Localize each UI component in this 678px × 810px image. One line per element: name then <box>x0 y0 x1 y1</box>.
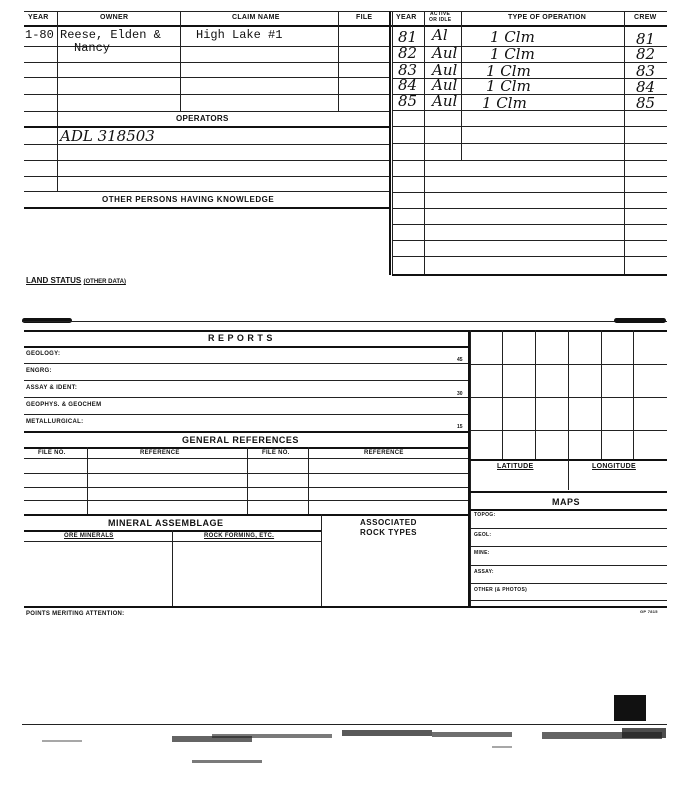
associated-rock-types-1: ASSOCIATED <box>360 518 417 527</box>
map-other: OTHER (& PHOTOS) <box>474 587 528 593</box>
scan-artifact-block <box>614 695 646 721</box>
activity-operation: 1 Clm <box>486 77 531 95</box>
activity-operation: 1 Clm <box>486 62 531 80</box>
activity-year: 82 <box>398 44 418 62</box>
owner-name-line1: Reese, Elden & <box>60 28 161 42</box>
scan-noise <box>22 726 668 766</box>
side-number-30: 30 <box>457 391 463 397</box>
scan-smudge-right <box>614 318 666 323</box>
owner-header: OWNER <box>100 14 129 21</box>
crew-header: CREW <box>634 14 657 21</box>
activity-operation: 1 Clm <box>490 28 535 46</box>
longitude-label: LONGITUDE <box>592 463 636 470</box>
activity-year: 83 <box>398 61 418 79</box>
activity-crew: 85 <box>636 94 656 112</box>
activity-crew: 84 <box>636 78 656 96</box>
map-assay: ASSAY: <box>474 569 494 575</box>
operators-title: OPERATORS <box>176 114 229 123</box>
claim-name-header: CLAIM NAME <box>232 14 280 21</box>
owner-year: 1-80 <box>25 28 54 42</box>
land-status <box>26 276 126 285</box>
activity-operation: 1 Clm <box>482 94 527 112</box>
activity-status: Aul <box>432 92 458 110</box>
activity-crew: 82 <box>636 45 656 63</box>
general-references-title: GENERAL REFERENCES <box>182 435 299 445</box>
ref-reference-1: REFERENCE <box>140 450 180 456</box>
activity-crew: 81 <box>636 30 656 48</box>
activity-year: 81 <box>398 28 418 46</box>
activity-crew: 83 <box>636 62 656 80</box>
map-geol: GEOL: <box>474 532 492 538</box>
ref-file-no-1: FILE NO. <box>38 450 66 456</box>
year-header: YEAR <box>28 14 49 21</box>
report-assay: ASSAY & IDENT: <box>26 385 78 391</box>
other-persons-title: OTHER PERSONS HAVING KNOWLEDGE <box>102 195 275 204</box>
file-header: FILE <box>356 14 373 21</box>
active-idle-header-2: OR IDLE <box>429 17 452 23</box>
ref-file-no-2: FILE NO. <box>262 450 290 456</box>
activity-status: Aul <box>432 61 458 79</box>
associated-rock-types-2: ROCK TYPES <box>360 528 418 537</box>
map-mine: MINE: <box>474 550 490 556</box>
operators-entry: ADL 318503 <box>60 127 155 145</box>
report-geology: GEOLOGY: <box>26 351 61 357</box>
ore-minerals-header: ORE MINERALS <box>64 533 114 539</box>
reports-title: R E P O R T S <box>208 333 273 343</box>
points-meriting-attention: POINTS MERITING ATTENTION: <box>26 611 125 617</box>
land-status-subtitle: (OTHER DATA) <box>83 279 126 285</box>
activity-status: Aul <box>432 76 458 94</box>
type-of-operation-header: TYPE OF OPERATION <box>508 14 587 21</box>
activity-status: Al <box>432 26 448 44</box>
latitude-label: LATITUDE <box>497 463 534 470</box>
maps-title: MAPS <box>552 497 581 507</box>
map-topog: TOPOG: <box>474 512 496 518</box>
report-engrg: ENGRG: <box>26 368 52 374</box>
land-status-title: LAND STATUS <box>26 276 82 285</box>
form-number: GP 7815 <box>640 609 658 614</box>
activity-year: 84 <box>398 76 418 94</box>
side-number-45: 45 <box>457 357 463 363</box>
rock-forming-header: ROCK FORMING, ETC. <box>204 533 275 539</box>
mineral-assemblage-title: MINERAL ASSEMBLAGE <box>108 518 224 528</box>
side-number-15: 15 <box>457 424 463 430</box>
activity-year: 85 <box>398 92 418 110</box>
activity-status: Aul <box>432 44 458 62</box>
claim-name: High Lake #1 <box>196 28 283 42</box>
report-geophys: GEOPHYS. & GEOCHEM <box>26 402 102 408</box>
ref-reference-2: REFERENCE <box>364 450 404 456</box>
report-metallurgical: METALLURGICAL: <box>26 419 84 425</box>
year2-header: YEAR <box>396 14 417 21</box>
active-idle-header-1: ACTIVE <box>430 11 451 17</box>
activity-operation: 1 Clm <box>490 45 535 63</box>
owner-name-line2: Nancy <box>74 41 111 55</box>
